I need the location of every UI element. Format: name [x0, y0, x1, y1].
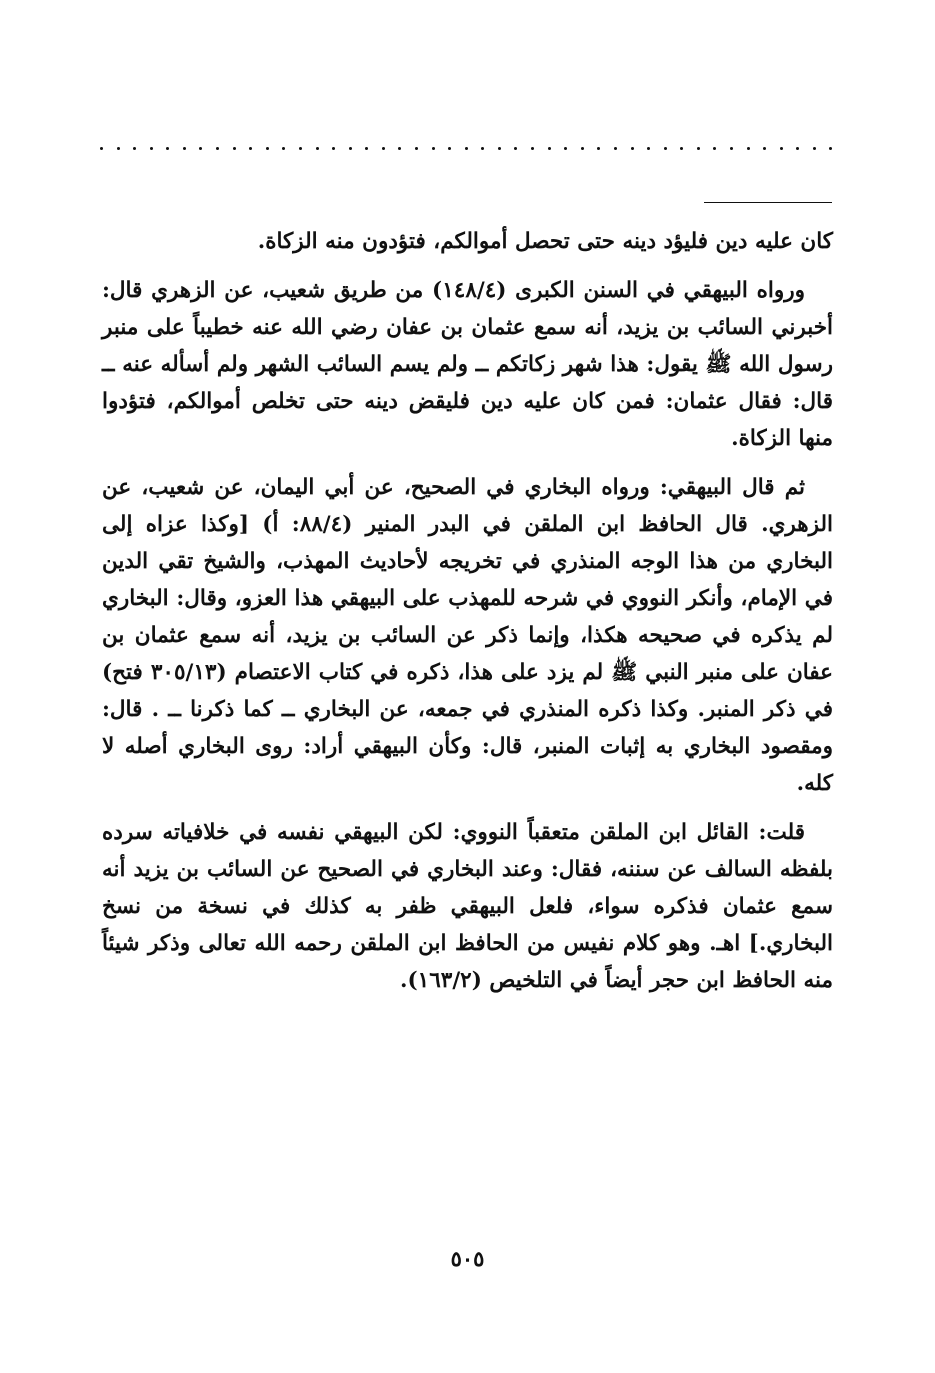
separator-dot: [664, 147, 667, 150]
separator-dot: [282, 147, 285, 150]
separator-dot: [780, 147, 783, 150]
footnote-paragraph-4: قلت: القائل ابن الملقن متعقباً النووي: لكن البيهقي نفسه في خلافياته سرده بلفظه السالف عن سننه، فقال: وعند البخاري في الصحيح عن السائب بن يزيد أنه سمع عثمان فذكره سواء، فلعل البيهقي ظفر به كذلك في نسخة من نسخ البخاري.] اهـ. وهو كلام نفيس من الحافظ ابن الملقن رحمه الله تعالى وذكر شيئاً منه الحافظ ابن حجر أيضاً في التلخيص (١٦٣/٢).: [102, 820, 833, 993]
separator-dot: [216, 147, 219, 150]
separator-dot: [498, 147, 501, 150]
separator-dot: [133, 147, 136, 150]
separator-dot: [747, 147, 750, 150]
separator-dot: [249, 147, 252, 150]
footnote-paragraph-3: ثم قال البيهقي: ورواه البخاري في الصحيح، عن أبي اليمان، عن شعيب، عن الزهري. قال الحافظ ابن الملقن في البدر المنير (٨٨/٤: أ) [وكذا عزاه إلى البخاري من هذا الوجه المنذري في تخريجه لأحاديث المهذب، والشيخ تقي الدين في الإمام، وأنكر النووي في شرحه للمهذب على البيهقي هذا العزو، وقال: البخاري لم يذكره في صحيحه هكذا، وإنما ذكر عن السائب بن يزيد، أنه سمع عثمان بن عفان على منبر النبي ﷺ لم يزد على هذا، ذكره في كتاب الاعتصام (٣٠٥/١٣ فتح) في ذكر المنبر. وكذا ذكره المنذري في جمعه، عن البخاري ــ كما ذكرنا ــ . قال: ومقصود البخاري به إثبات المنبر، قال: وكأن البيهقي أراد: روى البخاري أصله لا كله.: [102, 475, 833, 796]
separator-dot: [465, 147, 468, 150]
separator-dot: [614, 147, 617, 150]
footnote-paragraph-1: كان عليه دين فليؤد دينه حتى تحصل أموالكم، فتؤدون منه الزكاة.: [257, 229, 833, 254]
separator-dot: [647, 147, 650, 150]
separator-dot: [349, 147, 352, 150]
separator-dot: [448, 147, 451, 150]
separator-dot: [813, 147, 816, 150]
separator-dot: [730, 147, 733, 150]
separator-dot: [100, 147, 103, 150]
separator-dot: [697, 147, 700, 150]
separator-dot: [564, 147, 567, 150]
separator-dot: [233, 147, 236, 150]
separator-dot: [398, 147, 401, 150]
separator-dot: [432, 147, 435, 150]
separator-dot: [183, 147, 186, 150]
separator-dot: [365, 147, 368, 150]
dotted-separator: [100, 138, 833, 158]
separator-dot: [796, 147, 799, 150]
footnote-rule: [704, 202, 832, 203]
page-number: ٥٠٥: [450, 1246, 485, 1271]
separator-dot: [631, 147, 634, 150]
separator-dot: [680, 147, 683, 150]
separator-dot: [266, 147, 269, 150]
separator-dot: [299, 147, 302, 150]
separator-dot: [548, 147, 551, 150]
separator-dot: [829, 147, 832, 150]
separator-dot: [332, 147, 335, 150]
separator-dot: [316, 147, 319, 150]
separator-dot: [597, 147, 600, 150]
separator-dot: [166, 147, 169, 150]
separator-dot: [415, 147, 418, 150]
footnote-paragraph-2: ورواه البيهقي في السنن الكبرى (١٤٨/٤) من طريق شعيب، عن الزهري قال: أخبرني السائب بن يزيد، أنه سمع عثمان بن عفان رضي الله عنه خطيباً على منبر رسول الله ﷺ يقول: هذا شهر زكاتكم ــ ولم يسم السائب الشهر ولم أسأله عنه ــ قال: فقال عثمان: فمن كان عليه دين فليقض دينه حتى تخلص أموالكم، فتؤدوا منها الزكاة.: [102, 278, 833, 451]
separator-dot: [117, 147, 120, 150]
separator-dot: [199, 147, 202, 150]
footnote-text: [102, 223, 833, 1011]
separator-dot: [514, 147, 517, 150]
separator-dot: [382, 147, 385, 150]
separator-dot: [481, 147, 484, 150]
separator-dot: [581, 147, 584, 150]
separator-dot: [763, 147, 766, 150]
separator-dot: [713, 147, 716, 150]
separator-dot: [531, 147, 534, 150]
separator-dot: [150, 147, 153, 150]
